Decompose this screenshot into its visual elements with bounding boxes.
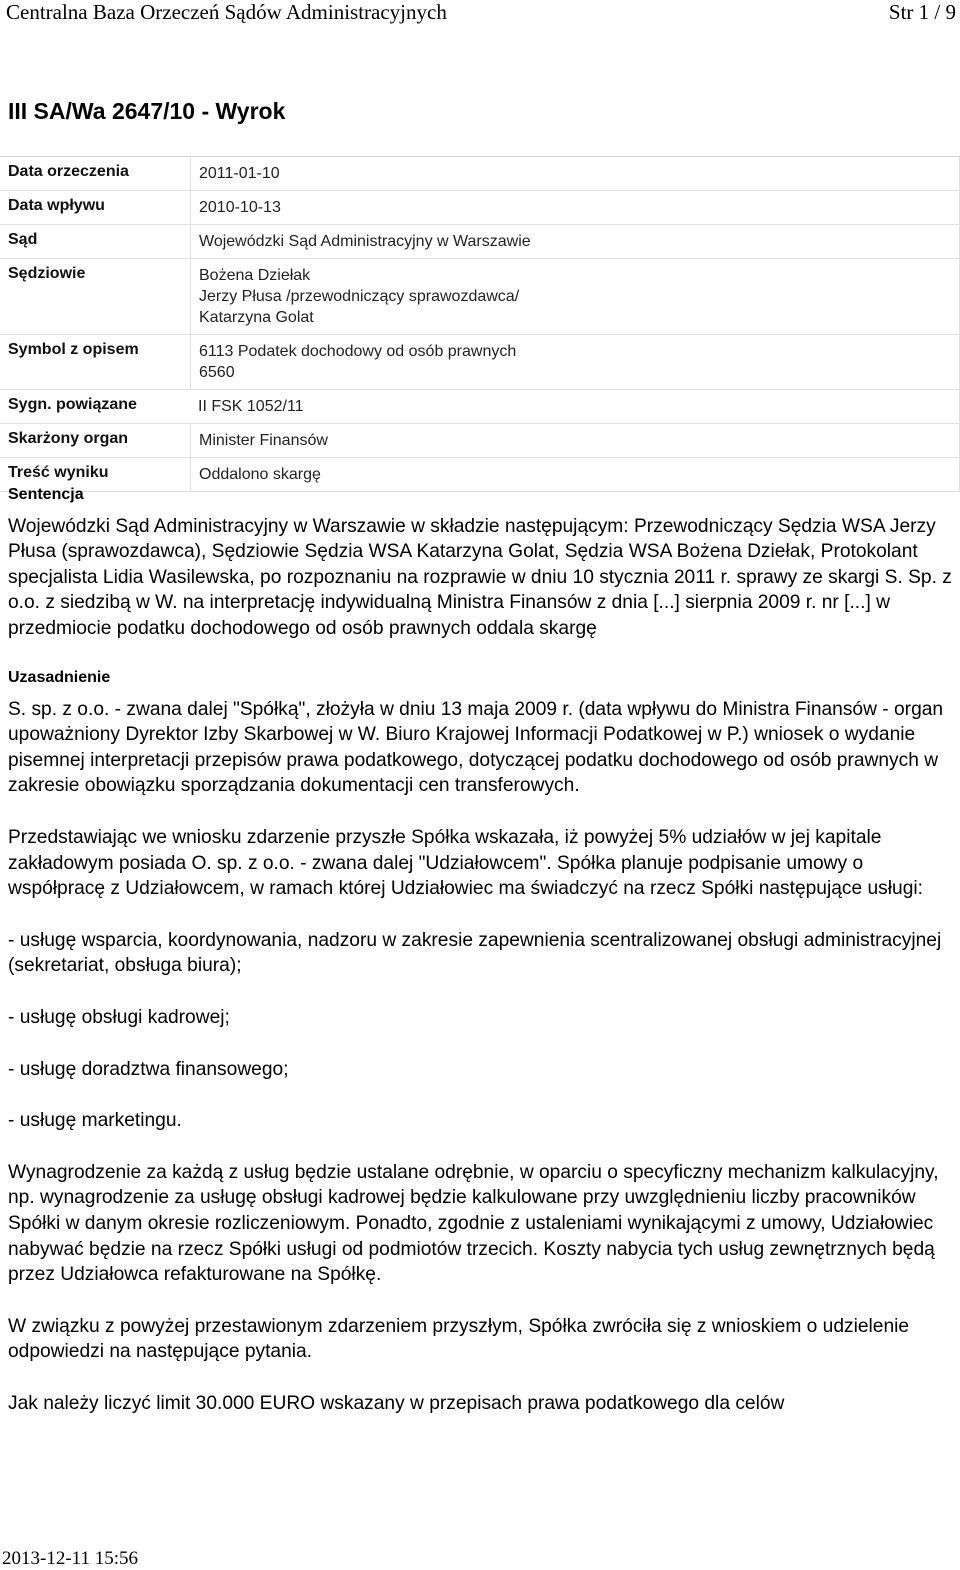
meta-label: Sąd bbox=[8, 231, 38, 248]
meta-value-line: 2010-10-13 bbox=[199, 199, 281, 216]
meta-label: Data wpływu bbox=[8, 197, 105, 214]
meta-label: Symbol z opisem bbox=[8, 341, 139, 358]
paragraph: Jak należy liczyć limit 30.000 EURO wskazany w przepisach prawa podatkowego dla celów bbox=[8, 1392, 785, 1414]
meta-row-data-wplywu bbox=[0, 191, 960, 225]
paragraph: - usługę doradztwa finansowego; bbox=[8, 1058, 289, 1080]
section-label: Uzasadnienie bbox=[8, 669, 111, 686]
meta-value-line: Jerzy Płusa /przewodniczący sprawozdawca/ bbox=[199, 288, 520, 305]
paragraph: - usługę marketingu. bbox=[8, 1110, 182, 1132]
page-indicator: Str 1 / 9 bbox=[888, 0, 956, 24]
page-header bbox=[0, 0, 960, 28]
paragraph: - usługę obsługi kadrowej; bbox=[8, 1006, 230, 1028]
meta-value-line: Katarzyna Golat bbox=[199, 309, 314, 326]
related-case-link[interactable]: II FSK 1052/11 bbox=[198, 398, 304, 415]
meta-value-line: 6560 bbox=[199, 364, 235, 381]
paragraph: Wynagrodzenie za każdą z usług będzie ustalane odrębnie, w oparciu o specyficzny mechanizm kalkulacyjny, np. wynagrodzenie za usługę obsługi kadrowej będzie kalkulowane przy uwzględnieniu liczby pracowników Spółki w danym okresie rozliczeniowym. Ponadto, zgodnie z ustaleniami wynikającymi z umowy, Udziałowiec nabywać będzie na rzecz Spółki usługi od podmiotów trzecich. Koszty nabycia tych usług zewnętrznych będą przez Udziałowca refakturowane na Spółkę. bbox=[8, 1161, 939, 1286]
meta-label: Sędziowie bbox=[8, 265, 86, 282]
paragraph: S. sp. z o.o. - zwana dalej "Spółką", złożyła w dniu 13 maja 2009 r. (data wpływu do Ministra Finansów - organ upoważniony Dyrektor Izby Skarbowej w W. Biuro Krajowej Informacji Podatkowej w P.) wniosek o wydanie pisemnej interpretacji przepisów prawa podatkowego, dotyczącej podatku dochodowego od osób prawnych w zakresie obowiązku sporządzania dokumentacji cen transferowych. bbox=[8, 698, 944, 797]
paragraph: Przedstawiając we wniosku zdarzenie przyszłe Spółka wskazała, iż powyżej 5% udziałów w jej kapitale zakładowym posiada O. sp. z o.o. - zwana dalej "Udziałowcem". Spółka planuje podpisanie umowy o współpracę z Udziałowcem, w ramach której Udziałowiec ma świadczyć na rzecz Spółki następujące usługi: bbox=[8, 826, 923, 900]
meta-value bbox=[190, 157, 959, 190]
paragraph: W związku z powyżej przestawionym zdarzeniem przyszłym, Spółka zwróciła się z wnioskiem o udzielenie odpowiedzi na następujące pytania. bbox=[8, 1315, 910, 1363]
uzasadnienie-section bbox=[8, 665, 956, 1442]
meta-label: Sygn. powiązane bbox=[8, 396, 137, 413]
meta-value bbox=[190, 259, 959, 334]
meta-value-line: 6113 Podatek dochodowy od osób prawnych bbox=[199, 343, 517, 360]
meta-label: Treść wyniku bbox=[8, 464, 109, 481]
print-timestamp: 2013-12-11 15:56 bbox=[2, 1548, 138, 1569]
meta-label: Skarżony organ bbox=[8, 430, 129, 447]
site-title: Centralna Baza Orzeczeń Sądów Administracyjnych bbox=[6, 0, 447, 24]
meta-value-line: Oddalono skargę bbox=[199, 466, 321, 483]
meta-value bbox=[190, 225, 959, 258]
meta-value-line: Wojewódzki Sąd Administracyjny w Warszawie bbox=[199, 233, 531, 250]
meta-value-line: Bożena Dziełak bbox=[199, 267, 311, 284]
meta-value bbox=[190, 191, 959, 224]
meta-value-line: 2011-01-10 bbox=[199, 165, 280, 182]
paragraph: - usługę wsparcia, koordynowania, nadzoru w zakresie zapewnienia scentralizowanej obsługi administracyjnej (sekretariat, obsługa biura); bbox=[8, 929, 942, 977]
meta-value-line: Minister Finansów bbox=[199, 432, 328, 449]
meta-row-data-orzeczenia bbox=[0, 157, 960, 191]
sentencja-section bbox=[8, 482, 956, 642]
meta-row-symbol bbox=[0, 335, 960, 390]
meta-row-sad bbox=[0, 225, 960, 259]
meta-label: Data orzeczenia bbox=[8, 163, 129, 180]
meta-value bbox=[190, 424, 959, 457]
meta-value bbox=[190, 335, 959, 389]
sentencja-text: Wojewódzki Sąd Administracyjny w Warszawie w składzie następującym: Przewodniczący Sędzia WSA Jerzy Płusa (sprawozdawca), Sędziowie Sędzia WSA Katarzyna Golat, Sędzia WSA Bożena Dziełak, Protokolant specjalista Lidia Wasilewska, po rozpoznaniu na rozprawie w dniu 10 stycznia 2011 r. sprawy ze skargi S. Sp. z o.o. z siedzibą w W. na interpretację indywidualną Ministra Finansów z dnia [...] sierpnia 2009 r. nr [...] w przedmiocie podatku dochodowego od osób prawnych oddala skargę bbox=[8, 515, 952, 639]
metadata-table bbox=[0, 156, 960, 492]
meta-row-skarzony-organ bbox=[0, 424, 960, 458]
section-label: Sentencja bbox=[8, 486, 84, 503]
document-title: III SA/Wa 2647/10 - Wyrok bbox=[8, 98, 286, 124]
meta-value bbox=[190, 390, 959, 423]
meta-row-sygn-powiazane bbox=[0, 390, 960, 424]
meta-row-sedziowie bbox=[0, 259, 960, 335]
